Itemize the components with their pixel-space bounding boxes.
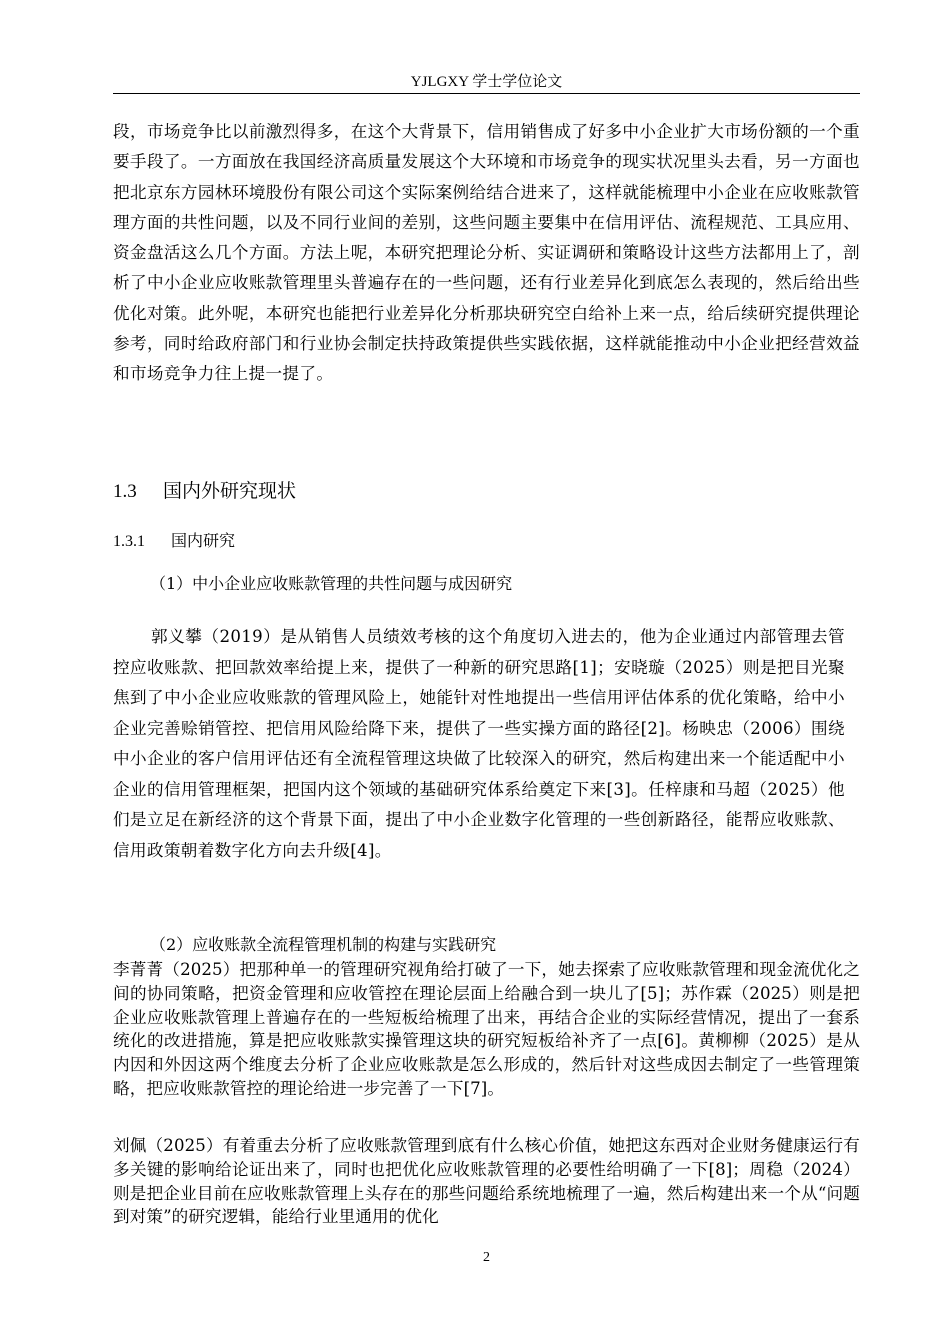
body-paragraph-1: 郭义攀（2019）是从销售人员绩效考核的这个角度切入进去的，他为企业通过内部管理去管控应收账款、把回款效率给提上来，提供了一种新的研究思路[1]；安晓璇（2025）则是把目光聚焦到了中小企业应收账款的管理风险上，她能针对性地提出一些信用评估体系的优化策略，给中小企业完善赊销管控、把信用风险给降下来，提供了一些实操方面的路径[2]。杨映忠（2006）围绕中小企业的客户信用评估还有全流程管理这块做了比较深入的研究，然后构建出来一个能适配中小企业的信用管理框架，把国内这个领域的基础研究体系给奠定下来[3]。任梓康和马超（2025）他们是立足在新经济的这个背景下面，提出了中小企业数字化管理的一些创新路径，能帮应收账款、信用政策朝着数字化方向去升级[4]。: [113, 627, 845, 860]
running-header: YJLGXY 学士学位论文: [410, 74, 563, 90]
body-paragraph-continued: 段，市场竞争比以前激烈得多，在这个大背景下，信用销售成了好多中小企业扩大市场份额的一个重要手段了。一方面放在我国经济高质量发展这个大环境和市场竞争的现实状况里头去看，另一方面也把北京东方园林环境股份有限公司这个实际案例给结合进来了，这样就能梳理中小企业在应收账款管理方面的共性问题，以及不同行业间的差别，这些问题主要集中在信用评估、流程规范、工具应用、资金盘活这么几个方面。方法上呢，本研究把理论分析、实证调研和策略设计这些方法都用上了，剖析了中小企业应收账款管理里头普遍存在的一些问题，还有行业差异化到底怎么表现的，然后给出些优化对策。此外呢，本研究也能把行业差异化分析那块研究空白给补上来一点，给后续研究提供理论参考，同时给政府部门和行业协会制定扶持政策提供些实践依据，这样就能推动中小企业把经营效益和市场竞争力往上提一提了。: [113, 122, 860, 384]
body-paragraph-2: 李菁菁（2025）把那种单一的管理研究视角给打破了一下，她去探索了应收账款管理和现金流优化之间的协同策略，把资金管理和应收管控在理论层面上给融合到一块儿了[5]；苏作霖（2025）则是把企业应收账款管理上普遍存在的一些短板给梳理了出来，再结合企业的实际经营情况，提出了一套系统化的改进措施，算是把应收账款实操管理这块的研究短板给补齐了一点[6]。黄柳柳（2025）是从内因和外因这两个维度去分析了企业应收账款是怎么形成的，然后针对这些成因去制定了一些管理策略，把应收账款管控的理论给进一步完善了一下[7]。: [113, 960, 860, 1098]
subheading-1: （1）中小企业应收账款管理的共性问题与成因研究: [150, 574, 513, 593]
header-divider: [113, 93, 860, 94]
subsection-number: 1.3.1: [113, 533, 145, 550]
body-paragraph-3: 刘佩（2025）有着重去分析了应收账款管理到底有什么核心价值，她把这东西对企业财务健康运行有多关键的影响给论证出来了，同时也把优化应收账款管理的必要性给明确了一下[8]；周稳（2024）则是把企业目前在应收账款管理上头存在的那些问题给系统地梳理了一遍，然后构建出来一个从“问题到对策”的研究逻辑，能给行业里通用的优化: [113, 1136, 860, 1227]
subsection-heading: [113, 528, 235, 551]
section-title: 国内外研究现状: [163, 480, 297, 502]
subheading-2: （2）应收账款全流程管理机制的构建与实践研究: [150, 935, 497, 954]
page-number: 2: [483, 1250, 490, 1265]
section-heading: [113, 476, 296, 503]
section-number: 1.3: [113, 481, 137, 502]
subsection-title: 国内研究: [171, 531, 236, 550]
